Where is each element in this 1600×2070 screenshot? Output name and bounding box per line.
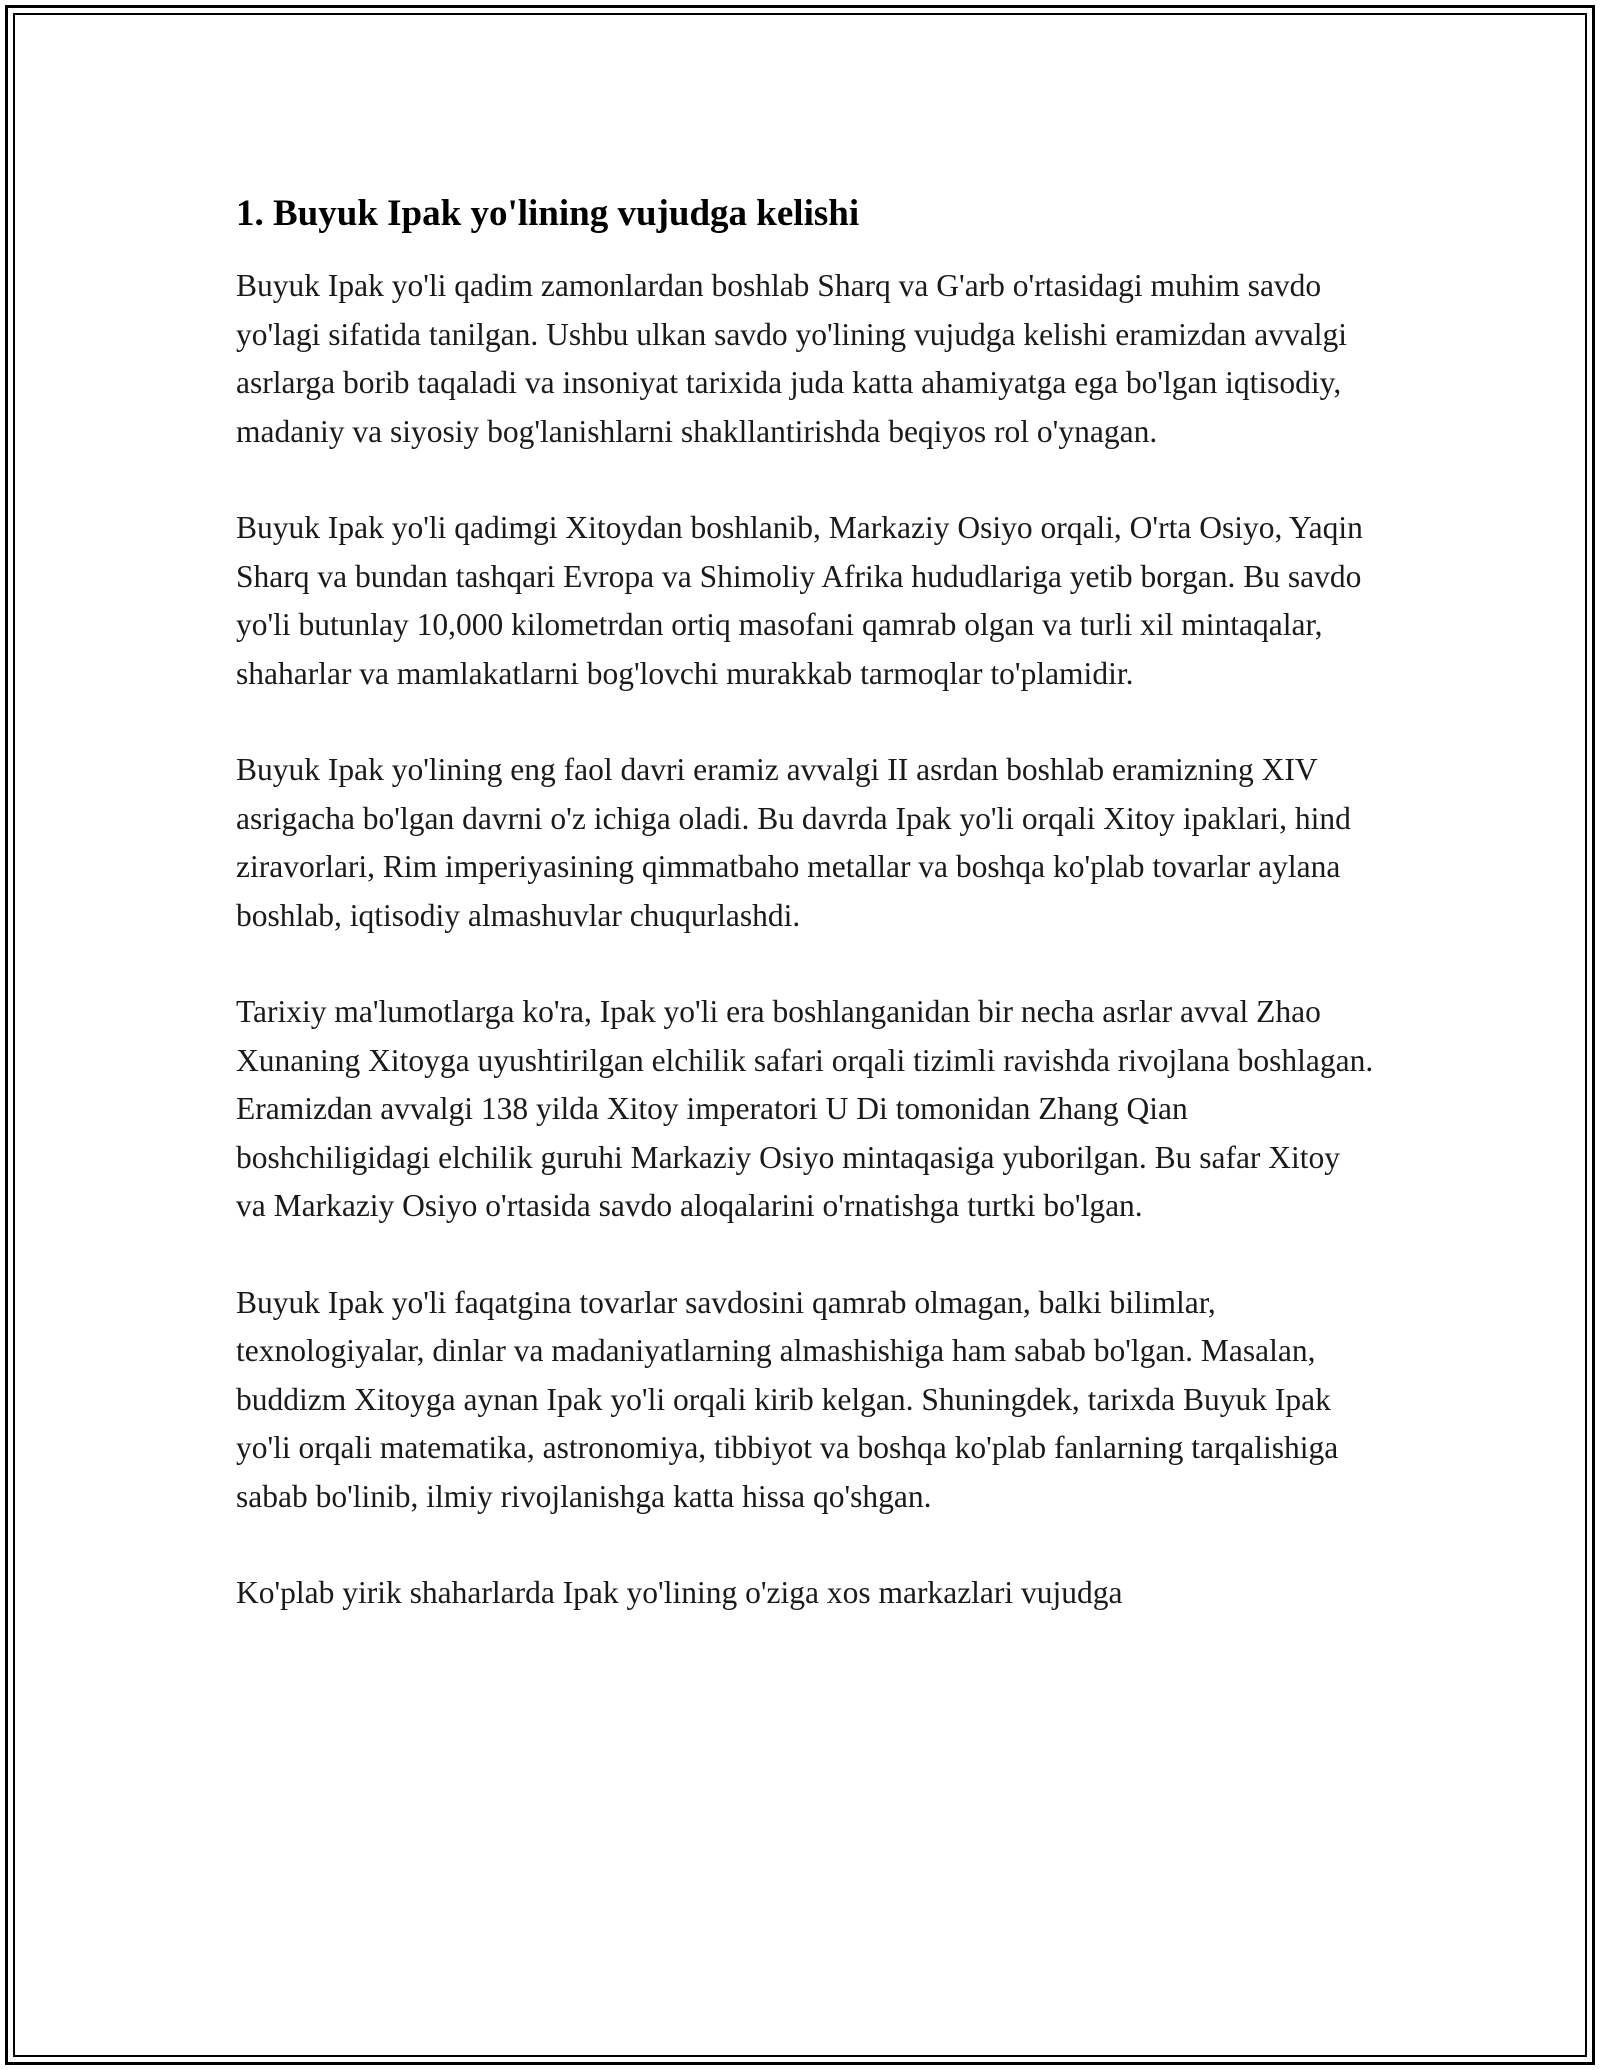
paragraph-1: Buyuk Ipak yo'li qadim zamonlardan boshlab Sharq va G'arb o'rtasidagi muhim savdo yo'lagi sifatida tanilgan. Ushbu ulkan savdo yo'lining vujudga kelishi eramizdan avvalgi asrlarga borib taqaladi va insoniyat tarixida juda katta ahamiyatga ega bo'lgan iqtisodiy, madaniy va siyosiy bog'lanishlarni shakllantirishda beqiyos rol o'ynagan.	[236, 268, 1347, 449]
paragraph-6: Ko'plab yirik shaharlarda Ipak yo'lining o'ziga xos markazlari vujudga	[236, 1575, 1123, 1610]
document-body	[236, 186, 1376, 1666]
paragraph-5: Buyuk Ipak yo'li faqatgina tovarlar savdosini qamrab olmagan, balki bilimlar, texnologiyalar, dinlar va madaniyatlarning almashishiga ham sabab bo'lgan. Masalan, buddizm Xitoyga aynan Ipak yo'li orqali kirib kelgan. Shuningdek, tarixda Buyuk Ipak yo'li orqali matematika, astronomiya, tibbiyot va boshqa ko'plab fanlarning tarqalishiga sabab bo'linib, ilmiy rivojlanishga katta hissa qo'shgan.	[236, 1284, 1339, 1514]
paragraph-2: Buyuk Ipak yo'li qadimgi Xitoydan boshlanib, Markaziy Osiyo orqali, O'rta Osiyo, Yaqin Sharq va bundan tashqari Evropa va Shimoliy Afrika hududlariga yetib borgan. Bu savdo yo'li butunlay 10,000 kilometrdan ortiq masofani qamrab olgan va turli xil mintaqalar, shaharlar va mamlakatlarni bog'lovchi murakkab tarmoqlar to'plamidir.	[236, 510, 1363, 691]
paragraph-4: Tarixiy ma'lumotlarga ko'ra, Ipak yo'li era boshlanganidan bir necha asrlar avval Zhao Xunaning Xitoyga uyushtirilgan elchilik safari orqali tizimli ravishda rivojlana boshlagan. Eramizdan avvalgi 138 yilda Xitoy imperatori U Di tomonidan Zhang Qian boshchiligidagi elchilik guruhi Markaziy Osiyo mintaqasiga yuborilgan. Bu safar Xitoy va Markaziy Osiyo o'rtasida savdo aloqalarini o'rnatishga turtki bo'lgan.	[236, 994, 1374, 1223]
section-heading: 1. Buyuk Ipak yo'lining vujudga kelishi	[236, 193, 860, 234]
paragraph-3: Buyuk Ipak yo'lining eng faol davri eramiz avvalgi II asrdan boshlab eramizning XIV asrigacha bo'lgan davrni o'z ichiga oladi. Bu davrda Ipak yo'li orqali Xitoy ipaklari, hind ziravorlari, Rim imperiyasining qimmatbaho metallar va boshqa ko'plab tovarlar aylana boshlab, iqtisodiy almashuvlar chuqurlashdi.	[236, 752, 1351, 933]
